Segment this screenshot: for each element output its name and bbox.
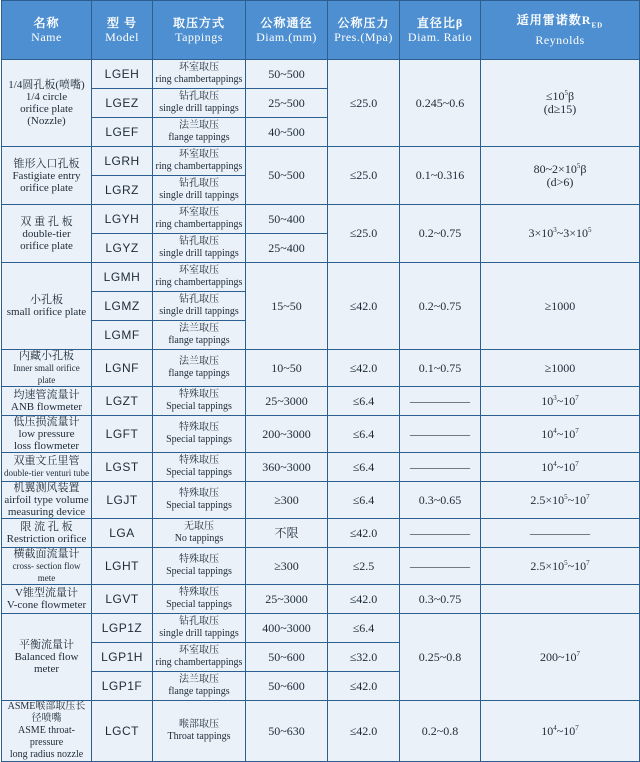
tapping-method: 环室取压 ring chambertappings: [153, 147, 246, 176]
tapping-method: 环室取压 ring chambertappings: [153, 643, 246, 672]
model-code: LGFT: [92, 416, 153, 453]
ratio-value: —————: [400, 548, 481, 585]
reynolds-value: $10^4\sim 10^7$: [481, 701, 640, 762]
model-code: LGYH: [92, 205, 153, 234]
product-name: 机翼测风装置 airfoil type volume measuring device: [2, 482, 92, 519]
model-code: LGP1Z: [92, 614, 153, 643]
table-row: [2, 263, 640, 292]
table-row: [2, 60, 640, 89]
ratio-value: 0.2~0.8: [400, 701, 481, 762]
model-code: LGEZ: [92, 89, 153, 118]
pressure-value: ≤25.0: [328, 60, 400, 147]
tapping-method: 无取压 No tappings: [153, 519, 246, 548]
header-ratio: 直径比β Diam. Ratio: [400, 1, 481, 60]
model-code: LGST: [92, 453, 153, 482]
reynolds-value: [481, 585, 640, 614]
header-reynolds: 适用雷诺数$R_{ED}$ Reynolds: [481, 1, 640, 60]
diameter-value: 40~500: [246, 118, 328, 147]
reynolds-value: ≥1000: [481, 350, 640, 387]
model-code: LGZT: [92, 387, 153, 416]
ratio-value: 0.2~0.75: [400, 205, 481, 263]
reynolds-value: $2.5\times 10^5\sim 10^7$: [481, 548, 640, 585]
diameter-value: 400~3000: [246, 614, 328, 643]
model-code: LGMH: [92, 263, 153, 292]
product-name: 双 重 孔 板 double-tier orifice plate: [2, 205, 92, 263]
model-code: LGJT: [92, 482, 153, 519]
model-code: LGCT: [92, 701, 153, 762]
reynolds-value: $200\sim 10^7$: [481, 614, 640, 701]
product-name: 锥形入口孔板 Fastigiate entry orifice plate: [2, 147, 92, 205]
product-name: 1/4圆孔板(喷嘴) 1/4 circle orifice plate (Nozzle): [2, 60, 92, 147]
reynolds-value: —————: [481, 519, 640, 548]
tapping-method: 法兰取压 flange tappings: [153, 672, 246, 701]
diameter-value: 10~50: [246, 350, 328, 387]
diameter-value: 25~3000: [246, 585, 328, 614]
pressure-value: ≤6.4: [328, 614, 400, 643]
diameter-value: 50~400: [246, 205, 328, 234]
model-code: LGP1H: [92, 643, 153, 672]
pressure-value: ≤42.0: [328, 585, 400, 614]
product-name: 小孔板 small orifice plate: [2, 263, 92, 350]
pressure-value: ≤42.0: [328, 672, 400, 701]
product-name: 双重文丘里管 double-tier venturi tube: [2, 453, 92, 482]
tapping-method: 特殊取压 Special tappings: [153, 416, 246, 453]
table-row: [2, 147, 640, 176]
model-code: LGMF: [92, 321, 153, 350]
diameter-value: 50~600: [246, 672, 328, 701]
tapping-method: 钻孔取压 single drill tappings: [153, 614, 246, 643]
model-code: LGEH: [92, 60, 153, 89]
pressure-value: ≤6.4: [328, 416, 400, 453]
ratio-value: —————: [400, 519, 481, 548]
model-code: LGEF: [92, 118, 153, 147]
product-name: 限 流 孔 板 Restriction orifice: [2, 519, 92, 548]
reynolds-value: $10^4\sim 10^7$: [481, 416, 640, 453]
model-code: LGYZ: [92, 234, 153, 263]
header-diameter: 公称通径 Diam.(mm): [246, 1, 328, 60]
table-row: [2, 614, 640, 643]
header-name: 名称 Name: [2, 1, 92, 60]
table-row: [2, 548, 640, 585]
model-code: LGRH: [92, 147, 153, 176]
pressure-value: ≤42.0: [328, 350, 400, 387]
table-row: [2, 205, 640, 234]
pressure-value: ≤42.0: [328, 701, 400, 762]
table-row: [2, 519, 640, 548]
model-code: LGP1F: [92, 672, 153, 701]
product-name: 内藏小孔板 Inner small orifice plate: [2, 350, 92, 387]
ratio-value: 0.3~0.75: [400, 585, 481, 614]
tapping-method: 特殊取压 Special tappings: [153, 548, 246, 585]
ratio-value: 0.245~0.6: [400, 60, 481, 147]
tapping-method: 喉部取压 Throat tappings: [153, 701, 246, 762]
pressure-value: ≤25.0: [328, 147, 400, 205]
diameter-value: 50~500: [246, 60, 328, 89]
diameter-value: 200~3000: [246, 416, 328, 453]
product-name: 低压损流量计 low pressure loss flowmeter: [2, 416, 92, 453]
tapping-method: 环室取压 ring chambertappings: [153, 60, 246, 89]
tapping-method: 特殊取压 Special tappings: [153, 453, 246, 482]
reynolds-value: $2.5\times 10^5\sim 10^7$: [481, 482, 640, 519]
model-code: LGVT: [92, 585, 153, 614]
pressure-value: ≤42.0: [328, 519, 400, 548]
table-row: [2, 701, 640, 762]
ratio-value: —————: [400, 453, 481, 482]
product-name: V锥型流量计 V-cone flowmeter: [2, 585, 92, 614]
product-name: 均速管流量计 ANB flowmeter: [2, 387, 92, 416]
table-row: [2, 416, 640, 453]
pressure-value: ≤6.4: [328, 482, 400, 519]
product-name: 平衡流量计 Balanced flow meter: [2, 614, 92, 701]
tapping-method: 钻孔取压 single drill tappings: [153, 292, 246, 321]
reynolds-value: $\le 10^5\beta$ (d≥15): [481, 60, 640, 147]
ratio-value: 0.1~0.75: [400, 350, 481, 387]
diameter-value: 50~600: [246, 643, 328, 672]
tapping-method: 钻孔取压 single drill tappings: [153, 89, 246, 118]
diameter-value: 不限: [246, 519, 328, 548]
tapping-method: 环室取压 ring chambertappings: [153, 205, 246, 234]
tapping-method: 法兰取压 flange tappings: [153, 118, 246, 147]
model-code: LGMZ: [92, 292, 153, 321]
diameter-value: 50~500: [246, 147, 328, 205]
ratio-value: 0.3~0.65: [400, 482, 481, 519]
ratio-value: 0.25~0.8: [400, 614, 481, 701]
ratio-value: 0.1~0.316: [400, 147, 481, 205]
tapping-method: 法兰取压 flange tappings: [153, 350, 246, 387]
tapping-method: 法兰取压 flange tappings: [153, 321, 246, 350]
reynolds-value: $10^4\sim 10^7$: [481, 453, 640, 482]
product-name: ASME喉部取压长径喷嘴 ASME throat-pressure long radius nozzle: [2, 701, 92, 762]
ratio-value: —————: [400, 387, 481, 416]
model-code: LGHT: [92, 548, 153, 585]
ratio-value: 0.2~0.75: [400, 263, 481, 350]
diameter-value: 25~500: [246, 89, 328, 118]
tapping-method: 特殊取压 Special tappings: [153, 482, 246, 519]
diameter-value: ≥300: [246, 548, 328, 585]
pressure-value: ≤25.0: [328, 205, 400, 263]
diameter-value: ≥300: [246, 482, 328, 519]
pressure-value: ≤42.0: [328, 263, 400, 350]
flowmeter-spec-table: [1, 0, 640, 762]
table-row: [2, 453, 640, 482]
pressure-value: ≤6.4: [328, 453, 400, 482]
diameter-value: 15~50: [246, 263, 328, 350]
pressure-value: ≤32.0: [328, 643, 400, 672]
diameter-value: 25~3000: [246, 387, 328, 416]
tapping-method: 特殊取压 Special tappings: [153, 585, 246, 614]
reynolds-value: ≥1000: [481, 263, 640, 350]
tapping-method: 钻孔取压 single drill tappings: [153, 234, 246, 263]
model-code: LGRZ: [92, 176, 153, 205]
model-code: LGNF: [92, 350, 153, 387]
diameter-value: 360~3000: [246, 453, 328, 482]
header-row: [2, 1, 640, 60]
pressure-value: ≤2.5: [328, 548, 400, 585]
header-tappings: 取压方式 Tappings: [153, 1, 246, 60]
table-row: [2, 387, 640, 416]
reynolds-value: $80\sim 2\times 10^5\beta$ (d>6): [481, 147, 640, 205]
table-row: [2, 482, 640, 519]
model-code: LGA: [92, 519, 153, 548]
tapping-method: 环室取压 ring chambertappings: [153, 263, 246, 292]
reynolds-value: $10^3\sim 10^7$: [481, 387, 640, 416]
tapping-method: 特殊取压 Special tappings: [153, 387, 246, 416]
ratio-value: —————: [400, 416, 481, 453]
table-row: [2, 350, 640, 387]
pressure-value: ≤6.4: [328, 387, 400, 416]
product-name: 横截面流量计 cross- section flow mete: [2, 548, 92, 585]
header-model: 型 号 Model: [92, 1, 153, 60]
header-pressure: 公称压力 Pres.(Mpa): [328, 1, 400, 60]
diameter-value: 50~630: [246, 701, 328, 762]
table-row: [2, 585, 640, 614]
diameter-value: 25~400: [246, 234, 328, 263]
reynolds-value: $3\times 10^3\sim 3\times 10^5$: [481, 205, 640, 263]
tapping-method: 钻孔取压 single drill tappings: [153, 176, 246, 205]
